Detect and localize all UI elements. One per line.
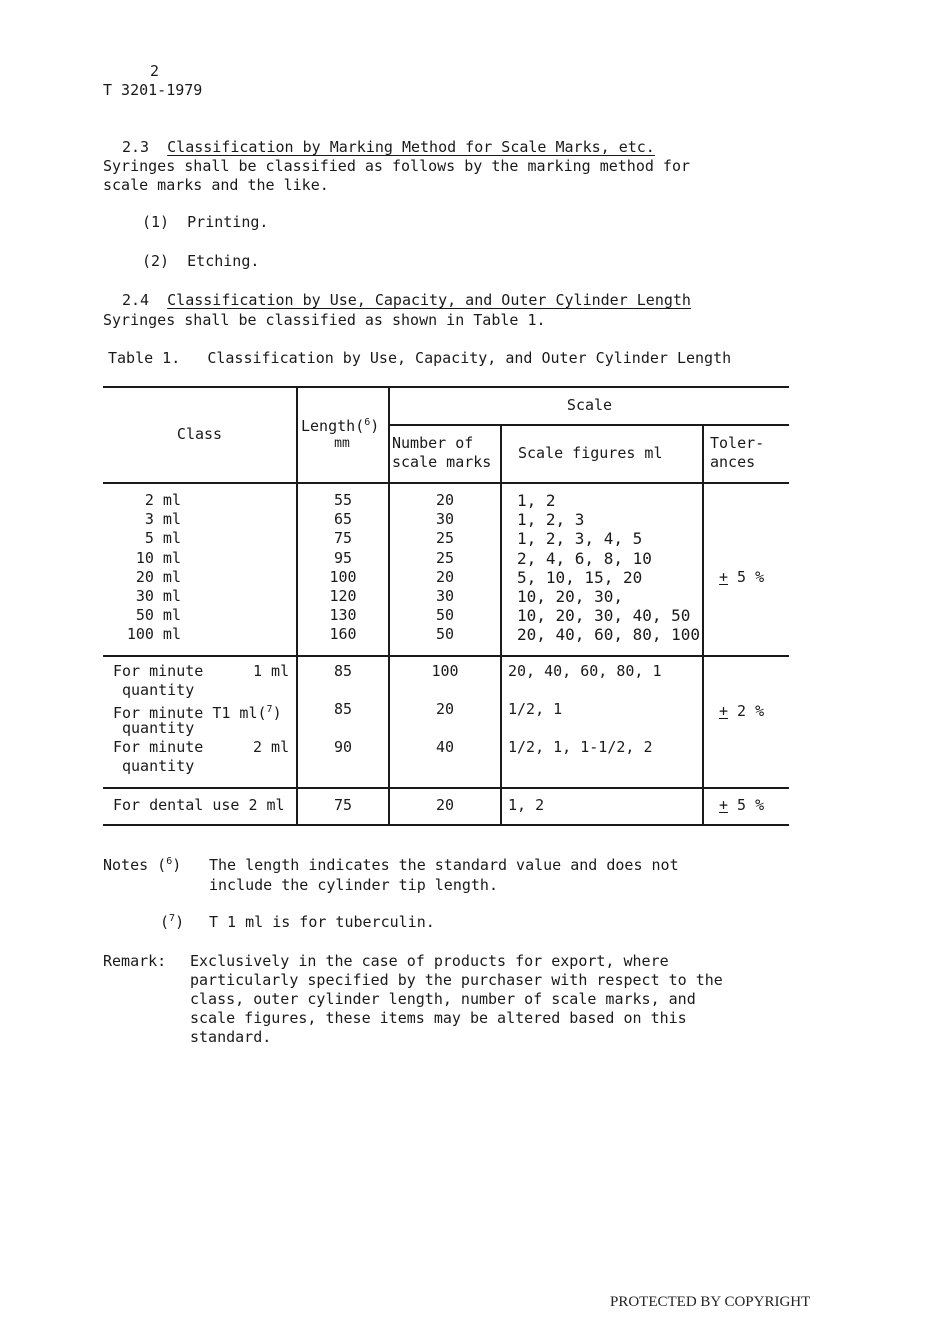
- header-figures: Scale figures ml: [518, 444, 663, 462]
- remark-line: Exclusively in the case of products for export, where: [190, 952, 669, 970]
- list-item: [142, 252, 259, 270]
- header-length: Length($^6$): [301, 417, 380, 435]
- group2-class-row3-capacity: 2 ml: [253, 738, 290, 756]
- table-cell: 100: [431, 662, 459, 680]
- table-cell: 25: [435, 529, 455, 548]
- footnote-ref: 6: [166, 856, 173, 867]
- group3-class: For dental use 2 ml: [113, 796, 285, 814]
- table-cell: 1, 2: [508, 796, 545, 814]
- table-cell: 1, 2, 3: [517, 510, 585, 530]
- remark-line: standard.: [190, 1028, 272, 1046]
- table-top-rule: [103, 386, 789, 388]
- page-number: 2: [150, 62, 160, 80]
- plus-minus-sign: +: [719, 796, 729, 814]
- group-divider: [103, 787, 789, 789]
- group1-length-column: [298, 491, 388, 645]
- group2-class-row3-line2: quantity: [122, 757, 195, 775]
- header-marks-line1: Number of: [392, 434, 474, 452]
- table-cell: 85: [333, 662, 353, 680]
- header-length-unit: mm: [334, 436, 350, 451]
- table-cell: 5 ml: [144, 529, 181, 548]
- note-7-text: T 1 ml is for tuberculin.: [209, 913, 435, 931]
- group3-tolerance: + 5 %: [719, 796, 765, 814]
- table-cell: 90: [333, 738, 353, 756]
- header-class: Class: [176, 425, 223, 443]
- table-cell: 95: [333, 548, 353, 567]
- note-6-line2: include the cylinder tip length.: [209, 876, 498, 894]
- footnote-ref: 7: [169, 913, 176, 924]
- table-cell: 20, 40, 60, 80, 100: [517, 625, 701, 645]
- table-cell: 5, 10, 15, 20: [517, 567, 643, 587]
- group1-marks-column: [390, 491, 500, 645]
- notes-label-line: Notes ($^6$): [103, 856, 182, 874]
- table-cell: 20 ml: [135, 567, 181, 586]
- header-marks-line2: scale marks: [392, 453, 492, 471]
- group1-tolerance: + 5 %: [719, 568, 765, 586]
- list-item-text: Etching.: [187, 252, 260, 270]
- table-cell: 1, 2: [517, 491, 556, 510]
- group1-figures-column: [517, 491, 700, 645]
- remark-label: Remark:: [103, 952, 167, 970]
- table-cell: 20: [435, 491, 455, 509]
- table-cell: 25: [435, 548, 455, 567]
- table-cell: 85: [333, 700, 353, 718]
- table-caption: [108, 349, 731, 367]
- table-cell: 75: [333, 796, 353, 814]
- table-cell: 160: [329, 625, 357, 644]
- section-number: 2.4: [122, 291, 150, 309]
- standard-id: T 3201-1979: [103, 81, 203, 99]
- table-caption-label: Table 1.: [108, 349, 181, 367]
- header-scale: Scale: [566, 396, 613, 414]
- note-7-ref: ($^7$): [160, 913, 185, 931]
- header-tolerances-line1: Toler-: [710, 434, 765, 452]
- table-cell: 100: [329, 567, 357, 586]
- footnote-ref: 6: [364, 417, 371, 428]
- section-title: Classification by Marking Method for Scale Marks, etc.: [167, 138, 655, 156]
- header-tolerances-line2: ances: [710, 453, 756, 471]
- group-divider: [103, 655, 789, 657]
- group2-class-row1-line1: For minute: [113, 662, 204, 680]
- table-cell: 1, 2, 3, 4, 5: [517, 529, 643, 549]
- table-cell: 55: [333, 491, 353, 509]
- table-cell: 20, 40, 60, 80, 1: [508, 662, 662, 680]
- group2-class-row3-line1: For minute: [113, 738, 204, 756]
- remark-line: particularly specified by the purchaser with respect to the: [190, 971, 723, 989]
- table-cell: 100 ml: [126, 625, 181, 644]
- table-bottom-rule: [103, 824, 789, 826]
- section-number: 2.3: [122, 138, 150, 156]
- table-cell: 50 ml: [135, 606, 181, 625]
- table-cell: 20: [435, 700, 455, 718]
- footnote-ref: 7: [266, 704, 273, 715]
- table-cell: 40: [435, 738, 455, 756]
- note-6-line1: The length indicates the standard value and does not: [209, 856, 679, 874]
- section-2-3-body-line: scale marks and the like.: [103, 176, 329, 194]
- remark-line: scale figures, these items may be altered based on this: [190, 1009, 687, 1027]
- table-cell: 65: [333, 510, 353, 529]
- table-cell: 30: [435, 510, 455, 529]
- column-divider: [500, 424, 502, 826]
- section-title: Classification by Use, Capacity, and Outer Cylinder Length: [167, 291, 691, 309]
- list-item: [142, 213, 268, 231]
- table-cell: 1/2, 1: [508, 700, 563, 718]
- table-cell: 30: [435, 587, 455, 606]
- section-2-3-body-line: Syringes shall be classified as follows by the marking method for: [103, 157, 690, 175]
- column-divider: [702, 424, 704, 826]
- table-cell: 2 ml: [144, 491, 181, 509]
- list-item-text: Printing.: [187, 213, 269, 231]
- table-cell: 10, 20, 30,: [517, 587, 623, 607]
- table-cell: 50: [435, 625, 455, 644]
- table-cell: 20: [435, 796, 455, 814]
- group2-class-row2-line2: quantity: [122, 719, 195, 737]
- table-cell: 20: [435, 567, 455, 586]
- remark-line: class, outer cylinder length, number of scale marks, and: [190, 990, 696, 1008]
- group2-tolerance: + 2 %: [719, 702, 765, 720]
- notes-label: Notes: [103, 856, 149, 874]
- table-cell: 10 ml: [135, 548, 181, 567]
- scale-header-rule: [390, 424, 789, 426]
- list-item-label: (1): [142, 213, 170, 231]
- table-cell: 1/2, 1, 1-1/2, 2: [508, 738, 653, 756]
- section-2-4-heading: [122, 291, 691, 309]
- plus-minus-sign: +: [719, 702, 729, 720]
- copyright-notice: PROTECTED BY COPYRIGHT: [610, 1294, 811, 1310]
- table-cell: 50: [435, 606, 455, 625]
- table-cell: 75: [333, 529, 353, 548]
- table-cell: 3 ml: [144, 510, 181, 529]
- group2-class-row1-capacity: 1 ml: [253, 662, 290, 680]
- plus-minus-sign: +: [719, 568, 729, 586]
- group2-class-row1-line2: quantity: [122, 681, 195, 699]
- table-caption-title: Classification by Use, Capacity, and Outer Cylinder Length: [207, 349, 732, 367]
- table-cell: 120: [329, 587, 357, 606]
- table-cell: 30 ml: [135, 587, 181, 606]
- group2-class-row2-line1: For minute T1 ml($^7$): [113, 704, 282, 722]
- classification-table: [103, 386, 789, 826]
- list-item-label: (2): [142, 252, 170, 270]
- header-bottom-rule: [103, 482, 789, 484]
- section-2-4-body: Syringes shall be classified as shown in Table 1.: [103, 311, 546, 329]
- group1-class-column: [111, 491, 181, 645]
- section-2-3-heading: [122, 138, 655, 156]
- table-cell: 10, 20, 30, 40, 50: [517, 606, 691, 626]
- table-cell: 2, 4, 6, 8, 10: [517, 548, 652, 568]
- table-cell: 130: [329, 606, 357, 625]
